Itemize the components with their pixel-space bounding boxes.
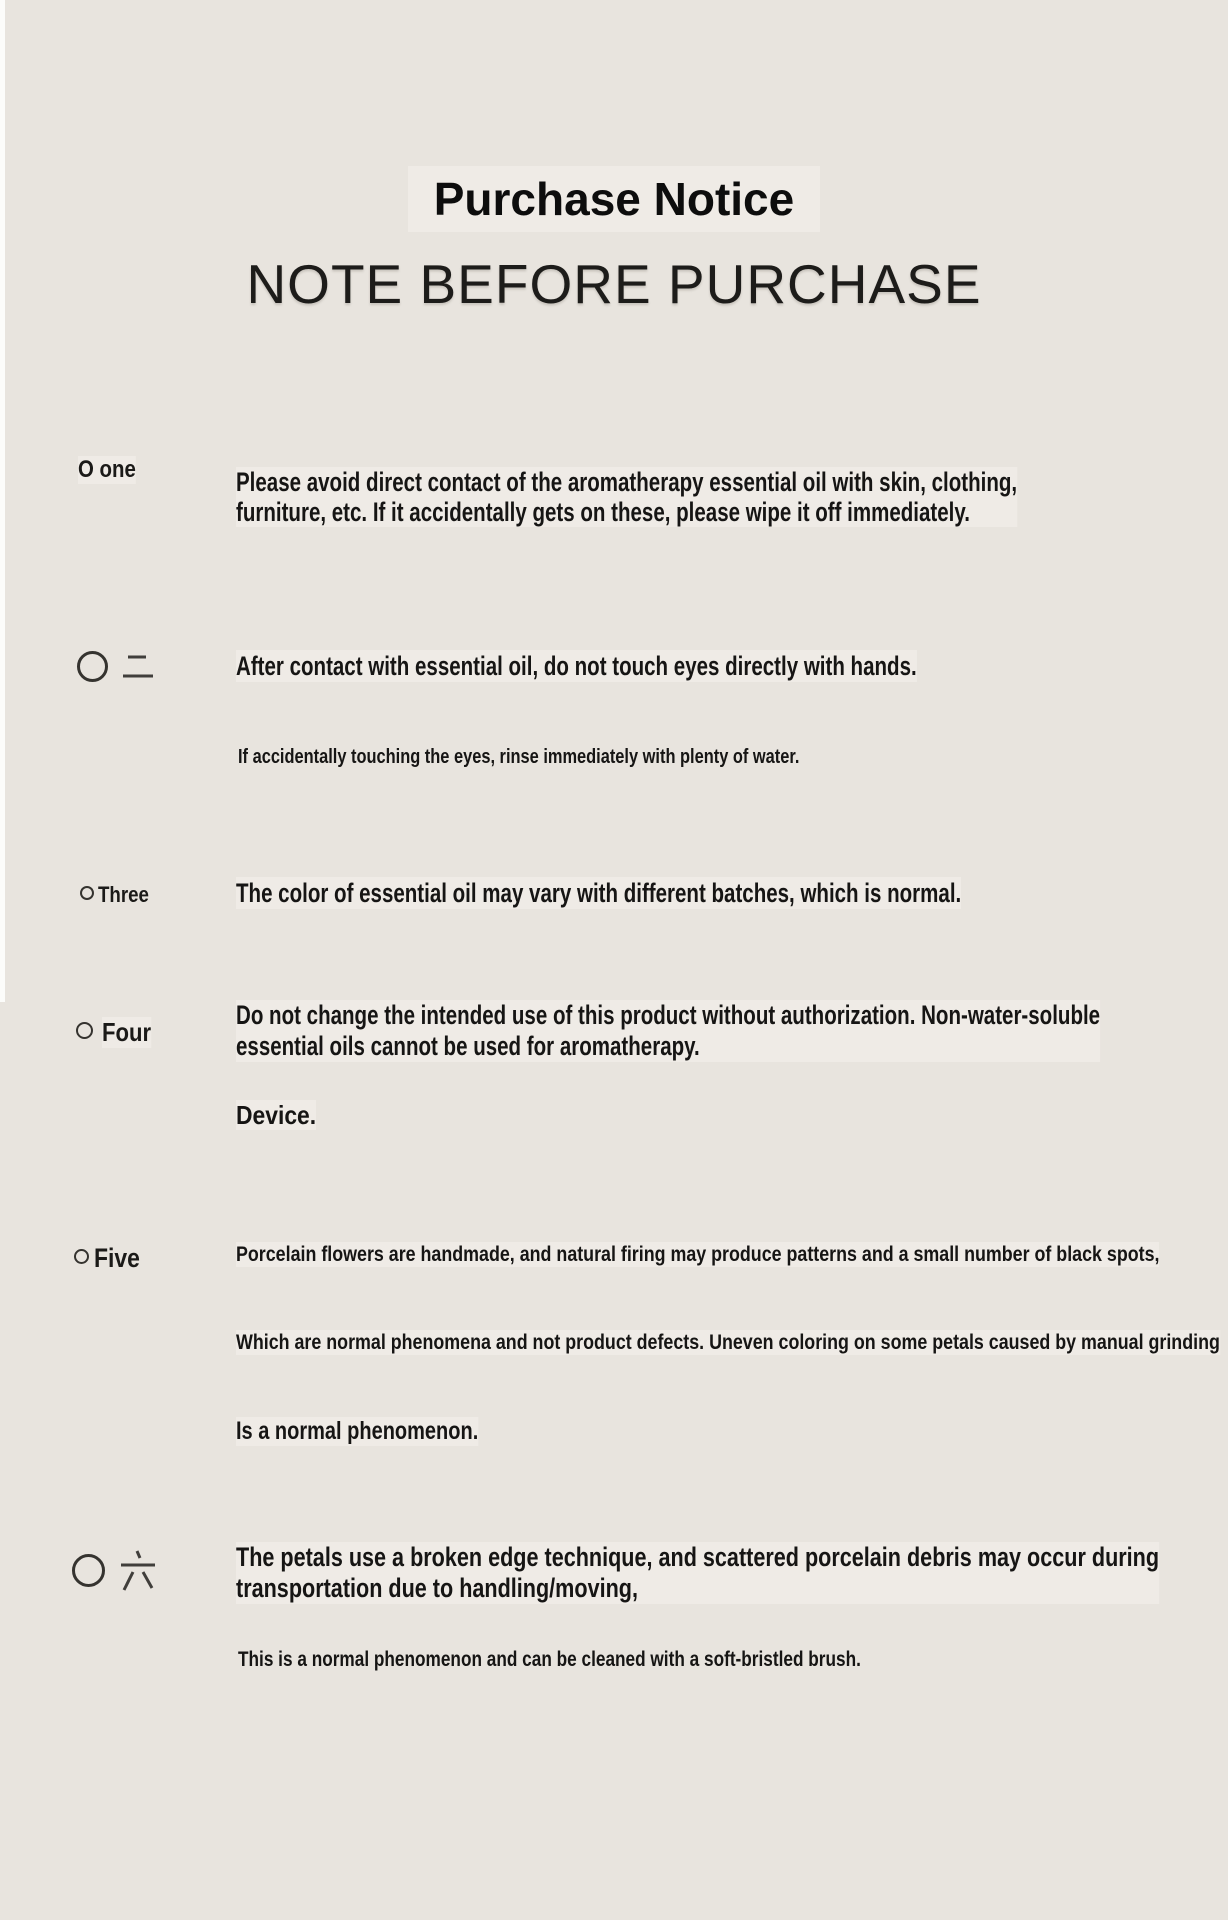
circle-icon	[74, 1249, 89, 1264]
item-four-text	[236, 1000, 1100, 1062]
item-four-line-2: essential oils cannot be used for aromatherapy.	[236, 1031, 700, 1061]
item-four-line-1: Do not change the intended use of this product without authorization. Non-water-soluble	[236, 1000, 1101, 1030]
item-one-marker: O one	[78, 456, 136, 483]
circle-icon	[80, 886, 94, 900]
page-subtitle: NOTE BEFORE PURCHASE	[246, 253, 982, 315]
item-two-subtext: If accidentally touching the eyes, rinse immediately with plenty of water.	[238, 746, 800, 768]
page-title: Purchase Notice	[408, 166, 820, 232]
item-six-line-2: transportation due to handling/moving,	[236, 1573, 638, 1603]
item-three-text: The color of essential oil may vary with different batches, which is normal.	[236, 878, 962, 908]
item-two-text: After contact with essential oil, do not touch eyes directly with hands.	[236, 651, 917, 681]
item-four-extra-text: Device.	[236, 1100, 317, 1130]
item-six-subtext: This is a normal phenomenon and can be cleaned with a soft-bristled brush.	[238, 1648, 861, 1671]
hanzi-two-icon	[119, 648, 157, 686]
item-one-line-2: furniture, etc. If it accidentally gets on these, please wipe it off immediately.	[236, 497, 970, 527]
item-six-line-1: The petals use a broken edge technique, and scattered porcelain debris may occur during	[236, 1542, 1160, 1572]
paper-edge-strip	[0, 0, 5, 1002]
item-five-line-1: Porcelain flowers are handmade, and natural firing may produce patterns and a small number of black spots,	[236, 1243, 1160, 1266]
header	[0, 166, 1228, 232]
item-four-marker: Four	[102, 1017, 152, 1047]
item-five-line-2: Which are normal phenomena and not product defects. Uneven coloring on some petals caused by manual grinding	[236, 1331, 1220, 1354]
circle-icon	[76, 1022, 93, 1039]
item-one-text	[236, 467, 1017, 527]
circle-icon	[72, 1554, 105, 1587]
item-five-line-3: Is a normal phenomenon.	[236, 1417, 479, 1445]
item-one-line-1: Please avoid direct contact of the aromatherapy essential oil with skin, clothing,	[236, 467, 1018, 497]
item-five-marker: Five	[94, 1243, 140, 1273]
hanzi-six-icon	[117, 1548, 159, 1594]
item-three-marker: Three	[98, 882, 149, 907]
item-six-text	[236, 1542, 1159, 1604]
subheader	[0, 252, 1228, 316]
circle-icon	[77, 651, 108, 682]
